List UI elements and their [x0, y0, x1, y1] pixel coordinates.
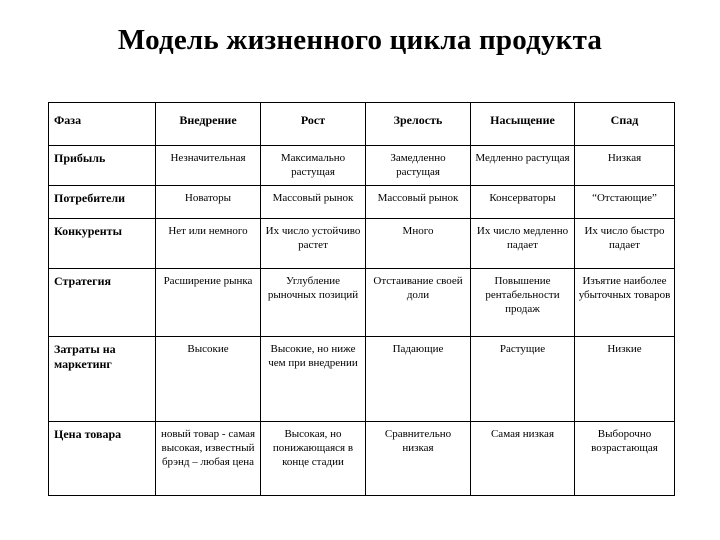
header-cell: Насыщение	[471, 103, 575, 146]
row-label: Затраты на маркетинг	[49, 337, 156, 422]
table-cell: Новаторы	[156, 186, 261, 219]
header-cell: Зрелость	[366, 103, 471, 146]
row-label: Цена товара	[49, 422, 156, 496]
table-cell: Изъятие наиболее убыточных товаров	[575, 269, 675, 337]
table-cell: Незначительная	[156, 146, 261, 186]
table-cell: Падающие	[366, 337, 471, 422]
table-cell: Расширение рынка	[156, 269, 261, 337]
row-label: Прибыль	[49, 146, 156, 186]
page-title: Модель жизненного цикла продукта	[117, 24, 603, 56]
table-cell: Много	[366, 219, 471, 269]
table-cell: “Отстающие”	[575, 186, 675, 219]
table-cell: Высокая, но понижающаяся в конце стадии	[261, 422, 366, 496]
table-header-row	[49, 103, 675, 146]
table-cell: Высокие	[156, 337, 261, 422]
table-row	[49, 422, 675, 496]
table-row	[49, 337, 675, 422]
table-cell: Самая низкая	[471, 422, 575, 496]
table-cell: Низкая	[575, 146, 675, 186]
table-cell: Их число медленно падает	[471, 219, 575, 269]
header-cell: Спад	[575, 103, 675, 146]
table-cell: Медленно растущая	[471, 146, 575, 186]
table-cell: Углубление рыночных позиций	[261, 269, 366, 337]
table-cell: новый товар - самая высокая, известный брэнд – любая цена	[156, 422, 261, 496]
table-cell: Сравнительно низкая	[366, 422, 471, 496]
table-cell: Их число устойчиво растет	[261, 219, 366, 269]
table-cell: Повышение рентабельности продаж	[471, 269, 575, 337]
table-row	[49, 219, 675, 269]
table-cell: Массовый рынок	[261, 186, 366, 219]
table-cell: Нет или немного	[156, 219, 261, 269]
table-row	[49, 146, 675, 186]
table-cell: Отстаивание своей доли	[366, 269, 471, 337]
row-label: Конкуренты	[49, 219, 156, 269]
header-phase-label: Фаза	[49, 103, 156, 146]
table-cell: Замедленно растущая	[366, 146, 471, 186]
table-cell: Высокие, но ниже чем при внедрении	[261, 337, 366, 422]
table-cell: Растущие	[471, 337, 575, 422]
table-cell: Низкие	[575, 337, 675, 422]
table-row	[49, 186, 675, 219]
table-cell: Их число быстро падает	[575, 219, 675, 269]
lifecycle-table	[48, 102, 675, 496]
table-cell: Максимально растущая	[261, 146, 366, 186]
table-cell: Массовый рынок	[366, 186, 471, 219]
table-cell: Выборочно возрастающая	[575, 422, 675, 496]
header-cell: Внедрение	[156, 103, 261, 146]
row-label: Стратегия	[49, 269, 156, 337]
row-label: Потребители	[49, 186, 156, 219]
header-cell: Рост	[261, 103, 366, 146]
table-cell: Консерваторы	[471, 186, 575, 219]
table-row	[49, 269, 675, 337]
